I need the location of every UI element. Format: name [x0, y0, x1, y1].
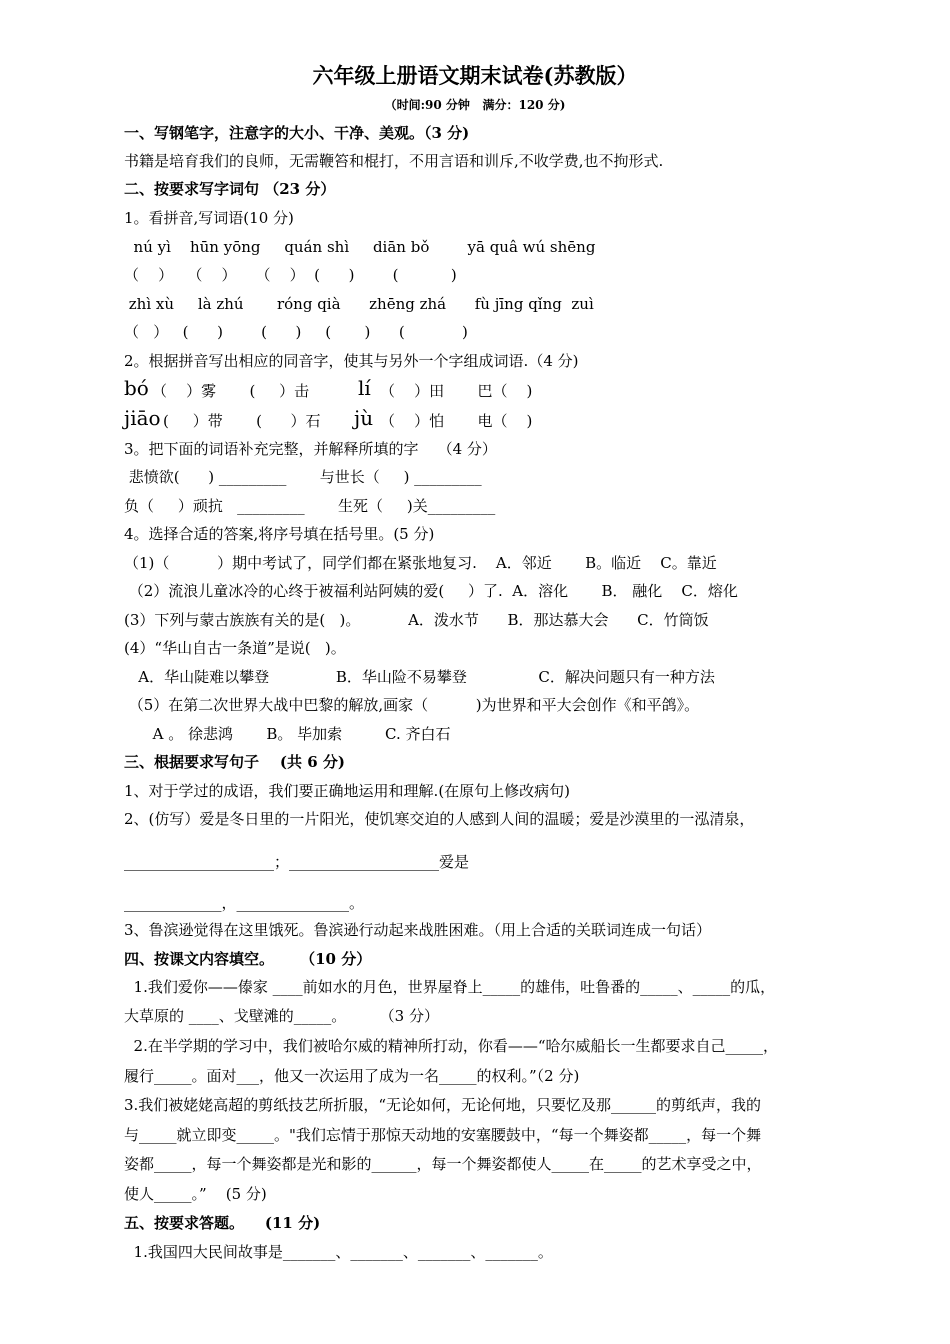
section-4-heading: 四、按课文内容填空。 （10 分）	[124, 950, 372, 968]
question-2-1-title: 1。看拼音,写词语(10 分)	[124, 209, 294, 227]
pinyin-li: lí	[358, 376, 371, 400]
homophone-row-1-part-1: （ ）雾 ( ）击	[152, 382, 310, 400]
choice-item-2: （2）流浪儿童冰冷的心终于被福利站阿姨的爱( ）了. A．溶化 B． 融化 C．熔化	[124, 582, 738, 600]
pinyin-jiao: jiāo	[124, 406, 161, 430]
sentence-task-3: 3、鲁滨逊觉得在这里饿死。鲁滨逊行动起来战胜困难。（用上合适的关联词连成一句话）	[124, 921, 712, 939]
choice-item-5-options: A 。 徐悲鸿 B。 毕加索 C. 齐白石	[124, 725, 451, 743]
choice-item-1: （1)（ ）期中考试了，同学们都在紧张地复习. A．邻近 B。临近 C。靠近	[124, 554, 717, 572]
choice-item-4-options: A．华山陡难以攀登 B．华山险不易攀登 C．解决问题只有一种方法	[124, 668, 715, 686]
choice-item-3: (3）下列与蒙古族族有关的是( )。 A．泼水节 B．那达慕大会 C．竹筒饭	[124, 611, 709, 629]
choice-item-4: (4）“华山自古一条道”是说( )。	[124, 639, 346, 657]
pinyin-row-2: zhì xù là zhú róng qià zhēng zhá fù jīng qǐng zuì	[124, 295, 594, 313]
page-title: 六年级上册语文期末试卷(苏教版）	[312, 63, 638, 88]
answer-line-1: 1.我国四大民间故事是_______、_______、_______、_______。	[124, 1243, 553, 1261]
section-1-text: 书籍是培育我们的良师，无需鞭笞和棍打，不用言语和训斥,不收学费,也不拘形式.	[124, 152, 664, 170]
fill-line-6: 与_____就立即变_____。"我们忘情于那惊天动地的安塞腰鼓中，“每一个舞姿都_____，每一个舞	[124, 1126, 762, 1144]
imitation-blank-line-1: ____________________；____________________爱是	[124, 853, 470, 871]
exam-subtitle: （时间:90 分钟 满分：120 分)	[384, 98, 566, 112]
section-1-heading: 一、写钢笔字，注意字的大小、干净、美观。（3 分)	[124, 124, 470, 142]
pinyin-row-1: nú yì hūn yōng quán shì diān bǒ yā quâ wú shēng	[124, 238, 596, 256]
idiom-row-1: 悲愤欲( ) _________ 与世长（ ) _________	[124, 468, 482, 486]
fill-line-5: 3.我们被姥姥高超的剪纸技艺所折服，“无论如何，无论何地，只要忆及那______的剪纸声，我的	[124, 1096, 761, 1114]
section-5-heading: 五、按要求答题。 (11 分)	[124, 1214, 321, 1232]
pinyin-bo: bó	[124, 376, 149, 400]
imitation-blank-line-2: _____________，_______________。	[124, 894, 365, 912]
fill-line-1: 1.我们爱你——傣家 ____前如水的月色，世界屋脊上_____的雄伟，吐鲁番的_____、_____的瓜，	[124, 978, 776, 996]
choice-item-5: （5）在第二次世界大战中巴黎的解放,画家（ )为世界和平大会创作《和平鸽》。	[124, 696, 700, 714]
fill-line-7: 姿都_____，每一个舞姿都是光和影的______，每一个舞姿都使人_____在_____的艺术享受之中，	[124, 1155, 762, 1173]
section-3-heading: 三、根据要求写句子 (共 6 分)	[124, 753, 345, 771]
question-2-4-title: 4。选择合适的答案,将序号填在括号里。(5 分)	[124, 525, 435, 543]
idiom-row-2: 负（ ）顽抗 _________ 生死（ )关_________	[124, 497, 496, 515]
homophone-row-1-part-2: （ ）田 巴（ )	[380, 382, 533, 400]
pinyin-ju: jù	[354, 406, 374, 430]
section-2-heading: 二、按要求写字词句 （23 分）	[124, 180, 336, 198]
fill-line-3: 2.在半学期的学习中，我们被哈尔威的精神所打动，你看——“哈尔威船长一生都要求自己_____，	[124, 1037, 779, 1055]
homophone-row-2-part-1: ( ）带 ( ）石	[163, 412, 321, 430]
fill-line-4: 履行_____。面对___，他又一次运用了成为一名_____的权利。”（2 分)	[124, 1067, 580, 1085]
answer-blank-row-1: （ ） （ ） （ ） ( ) ( )	[124, 266, 457, 284]
sentence-task-1: 1、对于学过的成语，我们要正确地运用和理解.(在原句上修改病句)	[124, 782, 571, 800]
question-2-2-title: 2。根据拼音写出相应的同音字，使其与另外一个字组成词语.（4 分)	[124, 352, 579, 370]
fill-line-8: 使人_____。” (5 分)	[124, 1185, 267, 1203]
fill-line-2: 大草原的 ____、戈壁滩的_____。 （3 分）	[124, 1007, 439, 1025]
sentence-task-2: 2、(仿写）爱是冬日里的一片阳光，使饥寒交迫的人感到人间的温暖；爱是沙漠里的一泓清泉，	[124, 810, 755, 828]
question-2-3-title: 3。把下面的词语补充完整，并解释所填的字 （4 分）	[124, 440, 497, 458]
answer-blank-row-2: （ ） ( ) ( ) ( ) ( )	[124, 323, 468, 341]
homophone-row-2-part-2: （ ）怕 电（ )	[380, 412, 533, 430]
